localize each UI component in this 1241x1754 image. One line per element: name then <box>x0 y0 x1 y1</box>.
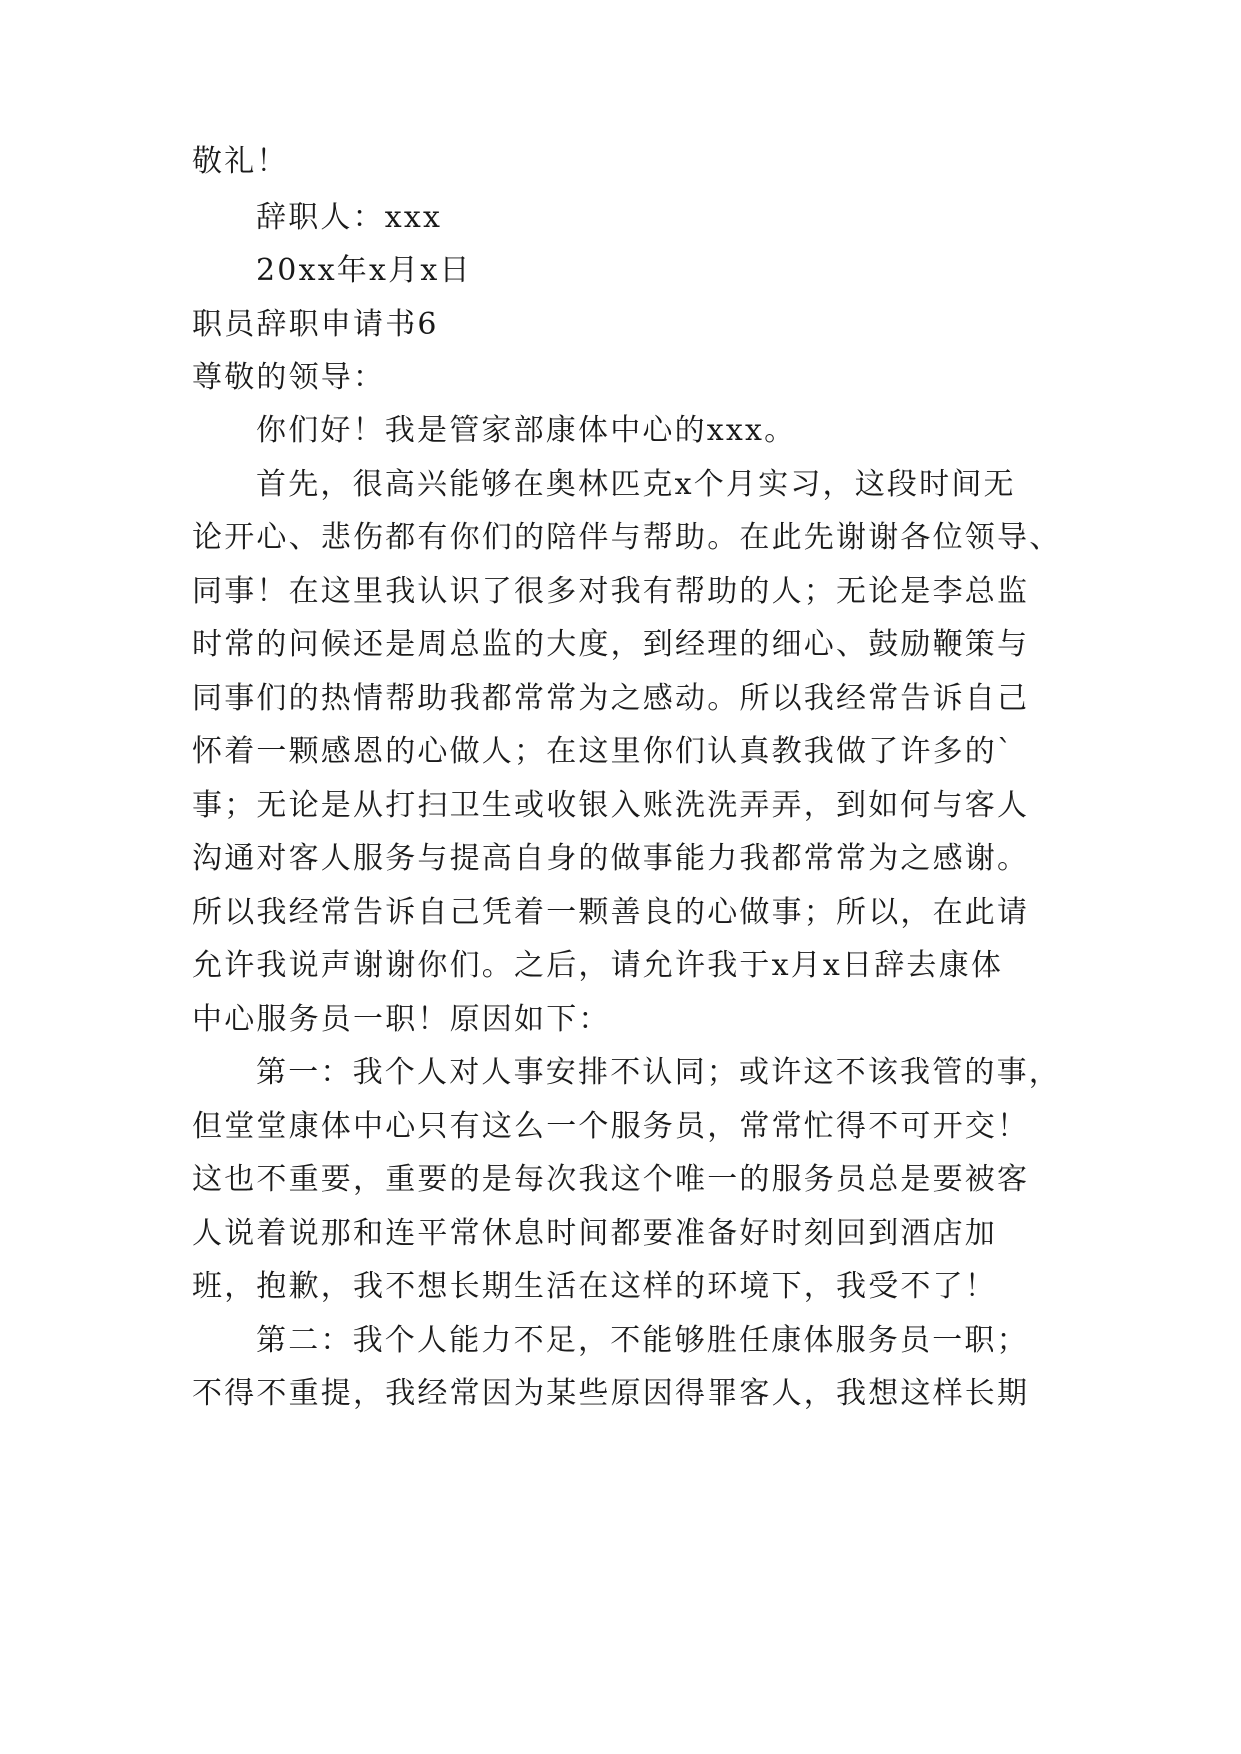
paragraph-line: 同事！在这里我认识了很多对我有帮助的人；无论是李总监 <box>192 574 1030 609</box>
signer-line: 辞职人：xxx <box>256 200 443 235</box>
paragraph-line: 沟通对客人服务与提高自身的做事能力我都常常为之感谢。 <box>192 841 1030 876</box>
paragraph-line: 事；无论是从打扫卫生或收银入账洗洗弄弄，到如何与客人 <box>192 788 1030 823</box>
paragraph-line: 论开心、悲伤都有你们的陪伴与帮助。在此先谢谢各位领导、 <box>192 520 1062 555</box>
paragraph-line: 班，抱歉，我不想长期生活在这样的环境下，我受不了！ <box>192 1269 997 1304</box>
paragraph-line: 第一：我个人对人事安排不认同；或许这不该我管的事， <box>256 1055 1061 1090</box>
letter-title: 职员辞职申请书6 <box>192 307 439 342</box>
paragraph-line: 第二：我个人能力不足，不能够胜任康体服务员一职； <box>256 1323 1029 1358</box>
paragraph-line: 你们好！我是管家部康体中心的xxx。 <box>256 413 797 448</box>
paragraph-line: 不得不重提，我经常因为某些原因得罪客人，我想这样长期 <box>192 1376 1030 1411</box>
paragraph-line: 人说着说那和连平常休息时间都要准备好时刻回到酒店加 <box>192 1216 997 1251</box>
paragraph-line: 首先，很高兴能够在奥林匹克x个月实习，这段时间无 <box>256 467 1016 502</box>
date-line: 20xx年x月x日 <box>256 253 472 288</box>
paragraph-line: 怀着一颗感恩的心做人；在这里你们认真教我做了许多的` <box>192 734 1015 769</box>
paragraph-line: 时常的问候还是周总监的大度，到经理的细心、鼓励鞭策与 <box>192 627 1030 662</box>
paragraph-line: 所以我经常告诉自己凭着一颗善良的心做事；所以，在此请 <box>192 895 1030 930</box>
paragraph-line: 中心服务员一职！原因如下： <box>192 1002 611 1037</box>
letter-greeting: 尊敬的领导： <box>192 360 386 395</box>
paragraph-line: 允许我说声谢谢你们。之后，请允许我于x月x日辞去康体 <box>192 948 1004 983</box>
paragraph-line: 但堂堂康体中心只有这么一个服务员，常常忙得不可开交！ <box>192 1109 1030 1144</box>
paragraph-line: 同事们的热情帮助我都常常为之感动。所以我经常告诉自己 <box>192 681 1030 716</box>
closing-salute: 敬礼！ <box>192 144 289 179</box>
paragraph-line: 这也不重要，重要的是每次我这个唯一的服务员总是要被客 <box>192 1162 1030 1197</box>
